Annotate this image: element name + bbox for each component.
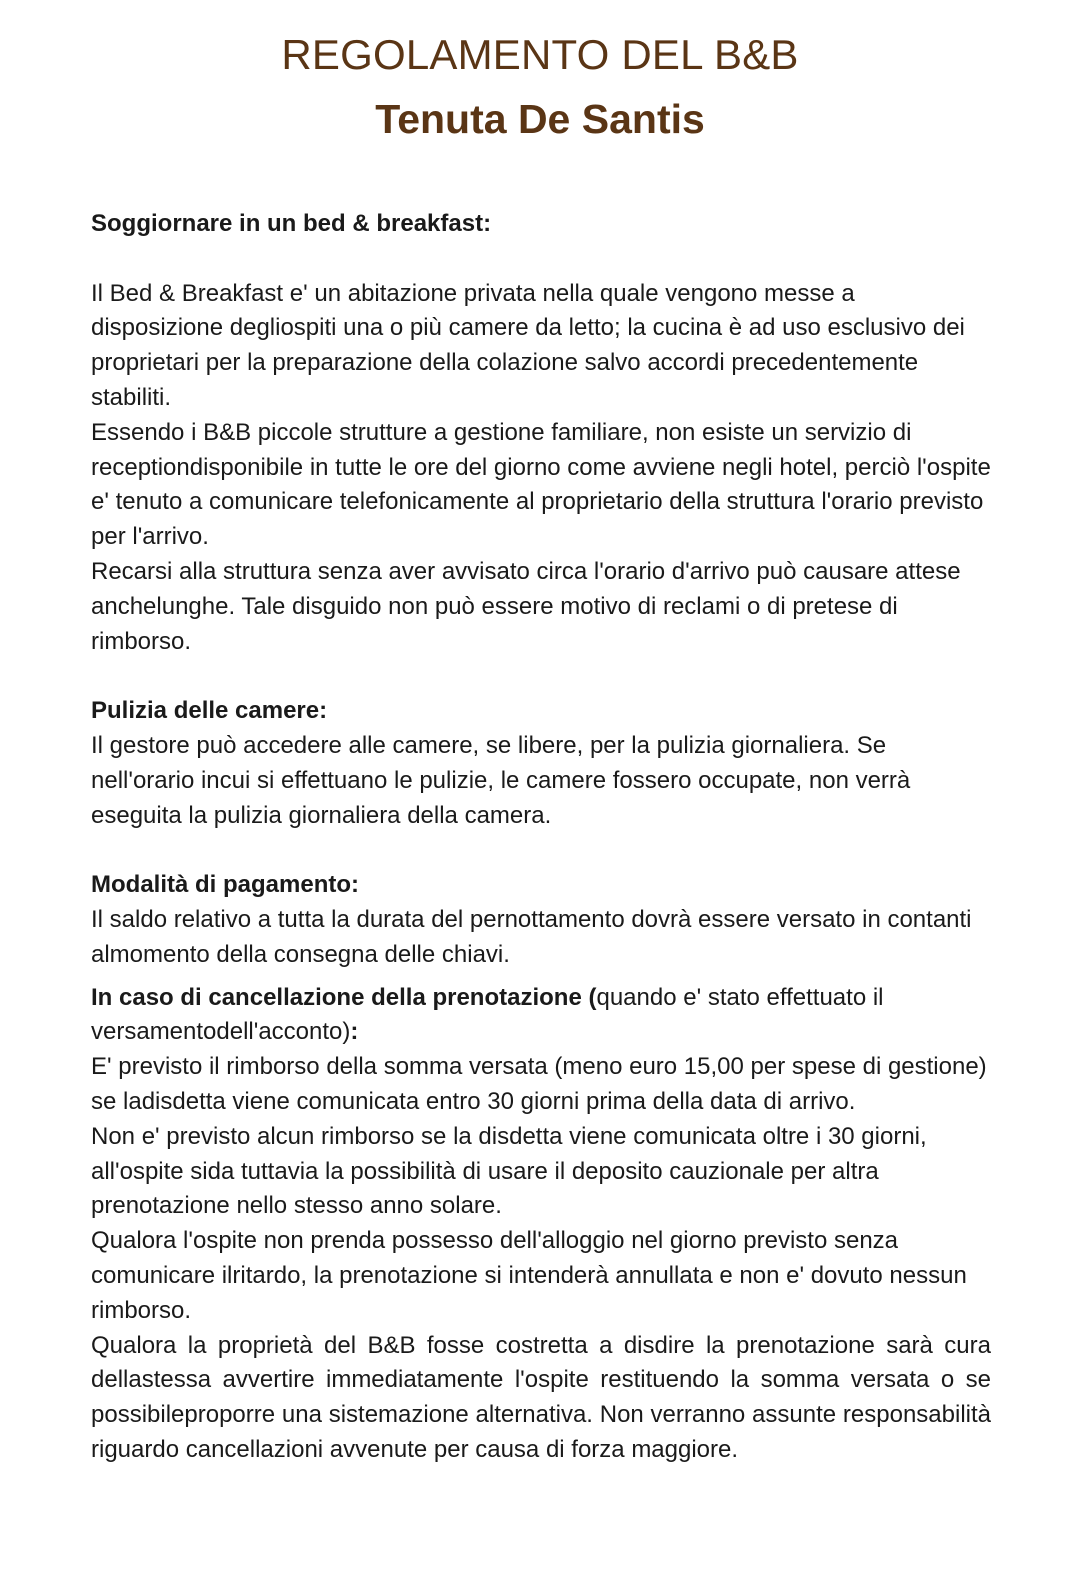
paragraph: Il saldo relativo a tutta la durata del pernottamento dovrà essere versato in contanti almomento della consegna delle chiavi. bbox=[91, 905, 972, 968]
paragraph: Il gestore può accedere alle camere, se libere, per la pulizia giornaliera. Se nell'orario incui si effettuano le pulizie, le camere fossero occupate, non verrà eseguita la pulizia giornaliera della camera. bbox=[91, 731, 911, 829]
section-heading-cancellazione bbox=[91, 981, 991, 1051]
heading-normal-part: quando e' stato effettuato il versamentodell'acconto) bbox=[91, 983, 884, 1046]
section-heading-pagamento: Modalità di pagamento: bbox=[91, 871, 360, 899]
heading-end: : bbox=[350, 1018, 359, 1046]
paragraph: Il Bed & Breakfast e' un abitazione privata nella quale vengono messe a disposizione degliospiti una o più camere da letto; la cucina è ad uso esclusivo dei proprietari per la preparazione della colazione salvo accordi precedentemente stabiliti. bbox=[91, 279, 965, 411]
paragraph: Essendo i B&B piccole strutture a gestione familiare, non esiste un servizio di receptiondisponibile in tutte le ore del giorno come avviene negli hotel, perciò l'ospite e' tenuto a comunicare telefonicamente al proprietario della struttura l'orario previsto per l'arrivo. bbox=[91, 418, 991, 551]
section-heading-pulizia: Pulizia delle camere: bbox=[91, 697, 328, 725]
heading-bold-part: In caso di cancellazione della prenotazione ( bbox=[91, 983, 597, 1011]
section-heading-soggiorno: Soggiornare in un bed & breakfast: bbox=[91, 210, 492, 237]
document-title: REGOLAMENTO DEL B&B bbox=[281, 31, 799, 78]
paragraph: Qualora la proprietà del B&B fosse costretta a disdire la prenotazione sarà cura dellastessa avvertire immediatamente l'ospite restituendo la somma versata o se possibileproporre una sistemazione alternativa. Non verranno assunte responsabilità riguardo cancellazioni avvenute per causa di forza maggiore. bbox=[91, 1331, 991, 1463]
paragraph: Qualora l'ospite non prenda possesso dell'alloggio nel giorno previsto senza comunicare ilritardo, la prenotazione si intenderà annullata e non e' dovuto nessun rimborso. bbox=[91, 1227, 967, 1324]
paragraph: Non e' previsto alcun rimborso se la disdetta viene comunicata oltre i 30 giorni, all'ospite sida tuttavia la possibilità di usare il deposito cauzionale per altra prenotazione nello stesso anno solare. bbox=[91, 1122, 927, 1220]
document-body bbox=[91, 207, 991, 1468]
document-subtitle: Tenuta De Santis bbox=[375, 96, 705, 142]
paragraph: Recarsi alla struttura senza aver avvisato circa l'orario d'arrivo può causare attese anchelunghe. Tale disguido non può essere motivo di reclami o di pretese di rimborso. bbox=[91, 557, 961, 655]
paragraph: E' previsto il rimborso della somma versata (meno euro 15,00 per spese di gestione) se ladisdetta viene comunicata entro 30 giorni prima della data di arrivo. bbox=[91, 1053, 987, 1115]
